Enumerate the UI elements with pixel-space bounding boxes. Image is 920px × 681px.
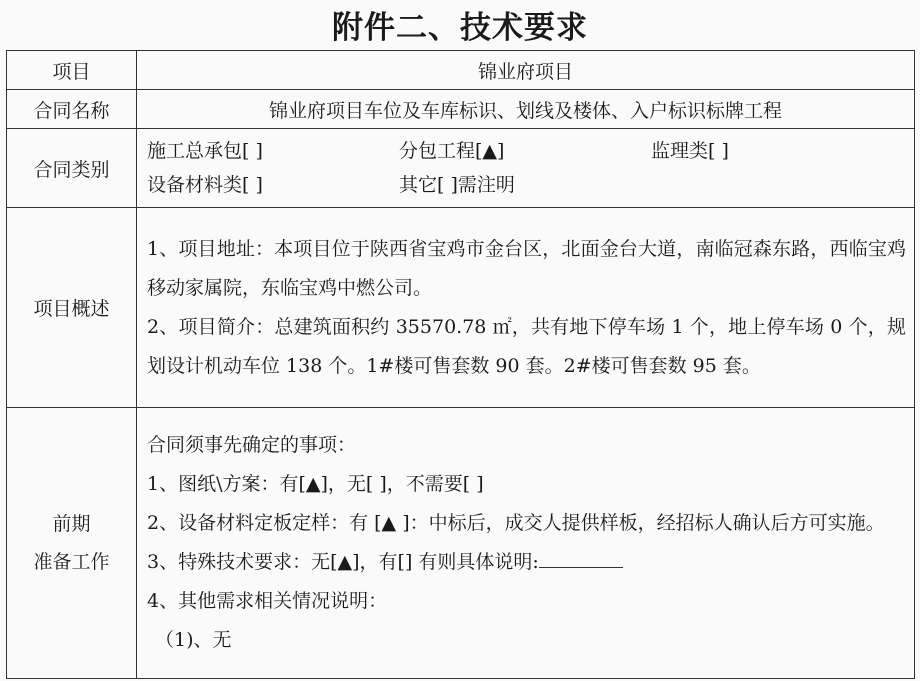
option-general-contract: 施工总承包[ ] xyxy=(147,140,263,162)
option-other: 其它[ ]需注明 xyxy=(399,174,515,196)
preparation-label-line1: 前期 xyxy=(52,513,91,535)
option-supervision: 监理类[ ] xyxy=(651,140,729,162)
contract-name-label: 合同名称 xyxy=(7,90,137,129)
preparation-item-other: 4、其他需求相关情况说明： xyxy=(147,590,388,612)
option-subcontract: 分包工程[▲] xyxy=(399,140,505,162)
preparation-item-special xyxy=(147,543,906,582)
fill-in-blank xyxy=(539,547,623,568)
option-equipment-materials: 设备材料类[ ] xyxy=(147,174,263,196)
overview-cell xyxy=(137,208,915,408)
preparation-item-special-text: 3、特殊技术要求：无[▲]，有[] 有则具体说明: xyxy=(147,551,539,573)
table-row xyxy=(7,129,915,208)
contract-name-value: 锦业府项目车位及车库标识、划线及楼体、入户标识标牌工程 xyxy=(137,90,915,129)
contract-type-cell xyxy=(137,129,915,208)
preparation-cell xyxy=(137,408,915,679)
preparation-label xyxy=(7,408,137,679)
preparation-intro: 合同须事先确定的事项： xyxy=(147,434,357,456)
table-row xyxy=(7,90,915,129)
preparation-item-other-1: （1)、无 xyxy=(155,629,232,651)
preparation-item-samples: 2、设备材料定板定样：有 [▲ ]：中标后，成交人提供样板，经招标人确认后方可实施。 xyxy=(147,512,885,534)
table-row xyxy=(7,51,915,90)
table-row xyxy=(7,208,915,408)
preparation-label-line2: 准备工作 xyxy=(33,551,110,573)
preparation-item-drawings: 1、图纸\方案：有[▲]，无[ ]，不需要[ ] xyxy=(147,473,484,495)
project-value: 锦业府项目 xyxy=(137,51,915,90)
overview-summary: 2、项目简介：总建筑面积约 35570.78 ㎡，共有地下停车场 1 个，地上停车场 0 个，规划设计机动车位 138 个。1#楼可售套数 90 套。2#楼可售套数 95 套。 xyxy=(147,315,906,377)
overview-address: 1、项目地址：本项目位于陕西省宝鸡市金台区，北面金台大道，南临冠森东路，西临宝鸡移动家属院，东临宝鸡中燃公司。 xyxy=(147,237,906,299)
contract-type-label: 合同类别 xyxy=(7,129,137,208)
overview-label: 项目概述 xyxy=(7,208,137,408)
project-label: 项目 xyxy=(7,51,137,90)
requirements-table xyxy=(6,50,915,679)
page-title: 附件二、技术要求 xyxy=(332,10,588,46)
table-row xyxy=(7,408,915,679)
